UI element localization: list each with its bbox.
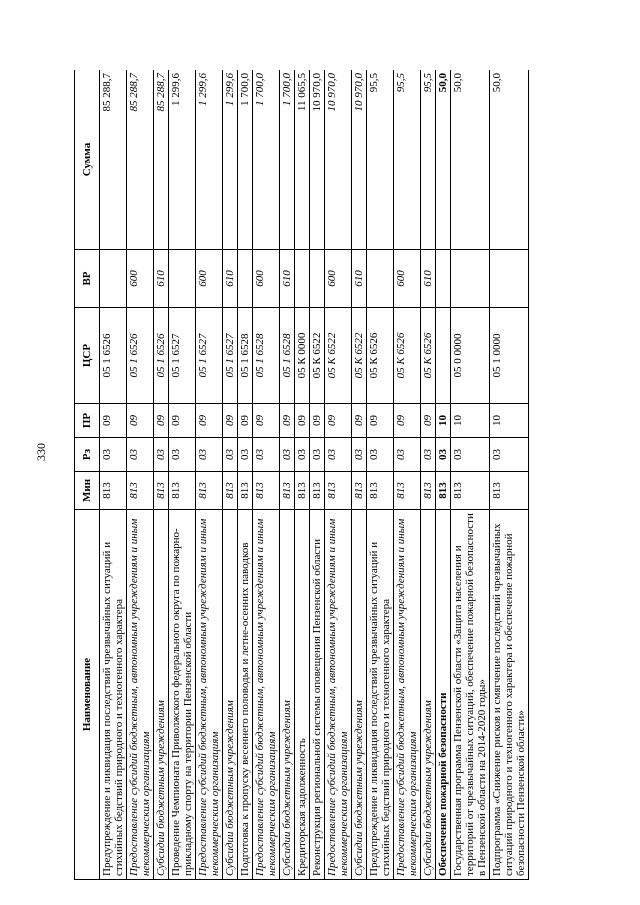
cell-vr [310,250,325,308]
cell-pr: 09 [280,404,295,438]
cell-pr: 09 [352,404,367,438]
cell-csr: 05 К 6526 [421,308,436,404]
cell-csr: 05 0 0000 [451,308,490,404]
cell-pr: 09 [421,404,436,438]
cell-sum: 10 970,0 [352,70,367,250]
cell-csr [436,308,451,404]
cell-rz: 03 [196,438,223,472]
cell-min: 813 [436,472,451,510]
cell-min: 813 [127,472,154,510]
cell-vr: 600 [253,250,280,308]
table-row [100,70,127,880]
cell-vr: 610 [421,250,436,308]
cell-csr: 05 1 6526 [127,308,154,404]
rotated-table-area [74,70,593,880]
cell-sum: 1 700,0 [238,70,253,250]
cell-name: Подпрограмма «Снижение рисков и смягчение последствий чрезвычайных ситуаций природного и техногенного характера и обеспечение пожарной безопасности Пензенской области» [490,510,529,880]
cell-vr: 600 [394,250,421,308]
cell-sum: 50,0 [451,70,490,250]
table-row [490,70,529,880]
table-row [295,70,310,880]
cell-rz: 03 [127,438,154,472]
table-row [421,70,436,880]
cell-csr: 05 1 6528 [253,308,280,404]
cell-csr: 05 К 6526 [394,308,421,404]
cell-vr: 610 [154,250,169,308]
cell-csr: 05 1 6528 [238,308,253,404]
cell-sum: 1 700,0 [253,70,280,250]
cell-rz: 03 [352,438,367,472]
table-row [436,70,451,880]
cell-name: Предупреждение и ликвидация последствий чрезвычайных ситуаций и стихийных бедствий природного и техногенного характера [367,510,394,880]
cell-name: Предупреждение и ликвидация последствий чрезвычайных ситуаций и стихийных бедствий природного и техногенного характера [100,510,127,880]
cell-name: Государственная программа Пензенской области «Защита населения и территорий от чрезвычайных ситуаций, обеспечение пожарной безопасности в Пензенской области на 2014-2020 годы» [451,510,490,880]
cell-pr: 09 [238,404,253,438]
cell-sum: 85 288,7 [154,70,169,250]
cell-sum: 50,0 [490,70,529,250]
cell-rz: 03 [223,438,238,472]
table-row [238,70,253,880]
cell-pr: 09 [253,404,280,438]
cell-name: Предоставление субсидий бюджетным, автономным учреждениям и иным некоммерческим организациям [196,510,223,880]
cell-rz: 03 [367,438,394,472]
cell-vr [490,250,529,308]
cell-name: Обеспечение пожарной безопасности [436,510,451,880]
header-csr: ЦСР [75,308,100,404]
cell-rz: 03 [169,438,196,472]
cell-csr: 05 1 0000 [490,308,529,404]
table-row [169,70,196,880]
cell-sum: 1 299,6 [223,70,238,250]
cell-pr: 09 [154,404,169,438]
cell-rz: 03 [238,438,253,472]
cell-name: Субсидии бюджетным учреждениям [154,510,169,880]
cell-sum: 11 065,5 [295,70,310,250]
cell-vr [367,250,394,308]
cell-vr [436,250,451,308]
budget-table [74,70,529,880]
cell-sum: 10 970,0 [325,70,352,250]
table-row [196,70,223,880]
cell-csr: 05 1 6528 [280,308,295,404]
cell-min: 813 [367,472,394,510]
table-header-row [75,70,100,880]
cell-min: 813 [295,472,310,510]
cell-pr: 09 [325,404,352,438]
table-row [154,70,169,880]
cell-pr: 09 [100,404,127,438]
cell-pr: 09 [310,404,325,438]
table-row [310,70,325,880]
cell-name: Подготовка к пропуску весеннего половодья и летне-осенних паводков [238,510,253,880]
cell-min: 813 [325,472,352,510]
cell-sum: 1 299,6 [169,70,196,250]
cell-min: 813 [169,472,196,510]
table-row [325,70,352,880]
cell-sum: 50,0 [436,70,451,250]
cell-name: Предоставление субсидий бюджетным, автономным учреждениям и иным некоммерческим организациям [325,510,352,880]
cell-csr: 05 К 0000 [295,308,310,404]
cell-rz: 03 [394,438,421,472]
cell-rz: 03 [325,438,352,472]
cell-rz: 03 [421,438,436,472]
cell-pr: 09 [127,404,154,438]
cell-vr: 610 [280,250,295,308]
header-rz: Рз [75,438,100,472]
cell-csr: 05 К 6522 [325,308,352,404]
cell-min: 813 [352,472,367,510]
cell-sum: 85 288,7 [127,70,154,250]
cell-csr: 05 1 6526 [154,308,169,404]
cell-min: 813 [154,472,169,510]
cell-name: Реконструкция региональной системы оповещения Пензенской области [310,510,325,880]
cell-min: 813 [490,472,529,510]
table-row [367,70,394,880]
cell-vr [169,250,196,308]
cell-sum: 1 299,6 [196,70,223,250]
cell-rz: 03 [253,438,280,472]
table-row [451,70,490,880]
cell-pr: 09 [367,404,394,438]
cell-min: 813 [310,472,325,510]
cell-name: Субсидии бюджетным учреждениям [280,510,295,880]
cell-min: 813 [253,472,280,510]
cell-min: 813 [238,472,253,510]
cell-csr: 05 1 6526 [100,308,127,404]
cell-vr: 600 [196,250,223,308]
cell-rz: 03 [451,438,490,472]
cell-rz: 03 [100,438,127,472]
cell-csr: 05 1 6527 [196,308,223,404]
table-row [127,70,154,880]
cell-vr [451,250,490,308]
cell-csr: 05 К 6526 [367,308,394,404]
cell-min: 813 [394,472,421,510]
cell-csr: 05 1 6527 [223,308,238,404]
cell-name: Кредиторская задолженность [295,510,310,880]
cell-name: Предоставление субсидий бюджетным, автономным учреждениям и иным некоммерческим организациям [394,510,421,880]
cell-sum: 85 288,7 [100,70,127,250]
cell-pr: 09 [196,404,223,438]
cell-name: Субсидии бюджетным учреждениям [352,510,367,880]
header-min: Мин [75,472,100,510]
cell-rz: 03 [436,438,451,472]
cell-min: 813 [196,472,223,510]
cell-min: 813 [223,472,238,510]
table-row [253,70,280,880]
cell-pr: 10 [490,404,529,438]
table-row [352,70,367,880]
cell-vr: 610 [223,250,238,308]
table-body [100,70,529,880]
cell-pr: 09 [223,404,238,438]
cell-pr: 09 [169,404,196,438]
cell-rz: 03 [490,438,529,472]
cell-rz: 03 [154,438,169,472]
cell-vr [100,250,127,308]
cell-vr [295,250,310,308]
cell-csr: 05 К 6522 [352,308,367,404]
cell-csr: 05 К 6522 [310,308,325,404]
cell-min: 813 [280,472,295,510]
cell-pr: 10 [451,404,490,438]
cell-name: Субсидии бюджетным учреждениям [421,510,436,880]
cell-pr: 09 [394,404,421,438]
cell-sum: 95,5 [421,70,436,250]
header-vr: ВР [75,250,100,308]
header-pr: ПР [75,404,100,438]
cell-name: Предоставление субсидий бюджетным, автономным учреждениям и иным некоммерческим организациям [127,510,154,880]
cell-sum: 95,5 [394,70,421,250]
cell-name: Предоставление субсидий бюджетным, автономным учреждениям и иным некоммерческим организациям [253,510,280,880]
cell-vr: 600 [127,250,154,308]
cell-name: Проведение Чемпионата Приволжского федерального округа по пожарно-прикладному спорту на территории Пензенской области [169,510,196,880]
cell-pr: 09 [295,404,310,438]
cell-vr: 600 [325,250,352,308]
cell-csr: 05 1 6527 [169,308,196,404]
cell-sum: 1 700,0 [280,70,295,250]
cell-pr: 10 [436,404,451,438]
cell-sum: 10 970,0 [310,70,325,250]
cell-vr [238,250,253,308]
cell-rz: 03 [295,438,310,472]
rotated-table-wrapper [74,70,593,880]
header-sum: Сумма [75,70,100,250]
cell-name: Субсидии бюджетным учреждениям [223,510,238,880]
table-row [223,70,238,880]
page-number: 330 [34,443,48,461]
cell-sum: 95,5 [367,70,394,250]
cell-min: 813 [421,472,436,510]
header-name: Наименование [75,510,100,880]
table-row [394,70,421,880]
table-row [280,70,295,880]
cell-min: 813 [451,472,490,510]
cell-rz: 03 [310,438,325,472]
cell-vr: 610 [352,250,367,308]
cell-rz: 03 [280,438,295,472]
cell-min: 813 [100,472,127,510]
